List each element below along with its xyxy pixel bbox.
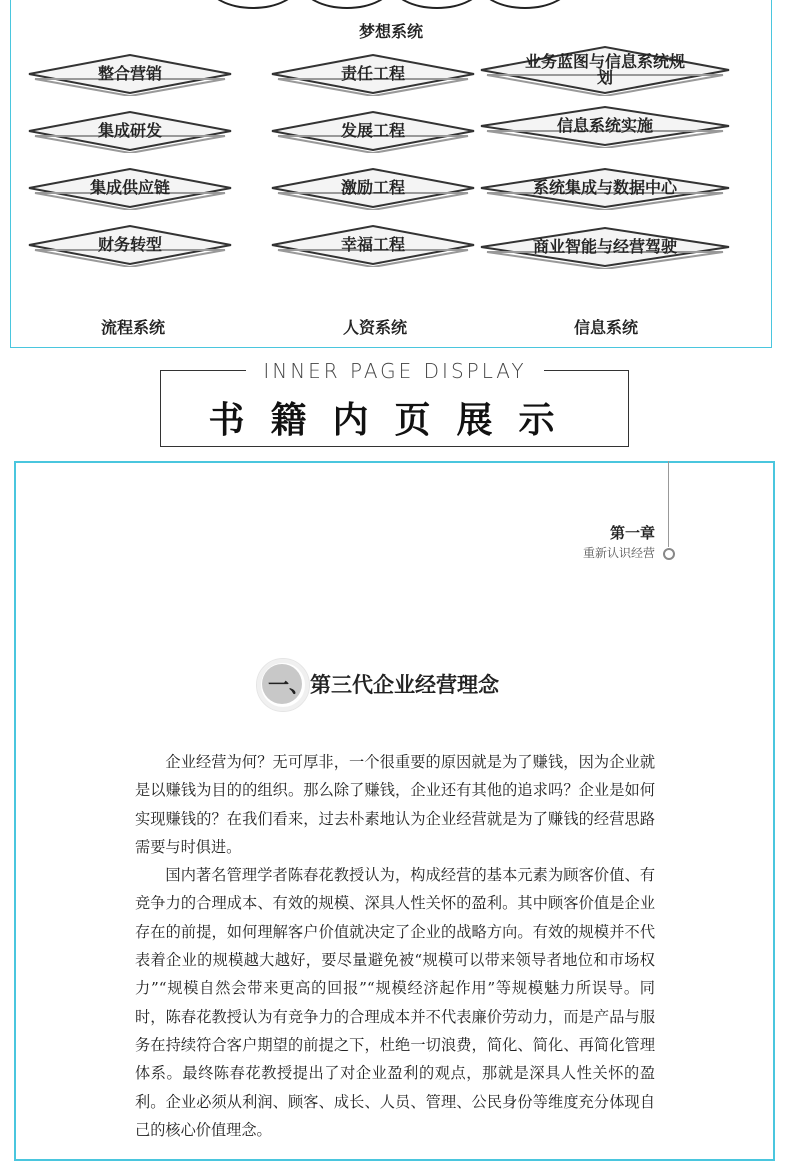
process-system-label: 流程系统 (100, 318, 165, 337)
diamond-hr-1 (268, 52, 478, 96)
diamond-hr-2 (268, 109, 478, 153)
diamond-label: 业务蓝图与信息系统规划 (525, 52, 686, 87)
hr-system-label: 人资系统 (342, 318, 407, 337)
chapter-line (668, 461, 669, 547)
section-title: 一、第三代企业经营理念 (268, 672, 499, 697)
chapter-subtitle: 重新认识经营 (582, 546, 655, 560)
body-text (135, 748, 655, 1144)
diamond-label: 系统集成与数据中心 (532, 178, 677, 197)
chapter-ring-icon (663, 548, 675, 560)
dream-circle (391, 0, 483, 9)
diamond-label: 幸福工程 (340, 235, 405, 254)
paragraph: 企业经营为何？无可厚非，一个很重要的原因就是为了赚钱，因为企业就是以赚钱为目的的组织。那么除了赚钱，企业还有其他的追求吗？企业是如何实现赚钱的？在我们看来，过去朴素地认为企业经营就是为了赚钱的经营思路需要与时俱进。 (135, 753, 655, 856)
diamond-label: 责任工程 (340, 64, 405, 83)
section-heading-cn: 书籍内页展示 (208, 400, 581, 441)
diamond-process-1 (25, 52, 235, 96)
chapter-number: 第一章 (609, 524, 655, 542)
dream-circle (479, 0, 571, 9)
diamond-label: 集成研发 (97, 121, 162, 140)
dream-circle (301, 0, 393, 9)
info-system-label: 信息系统 (573, 318, 638, 337)
diamond-process-2 (25, 109, 235, 153)
diamond-process-4 (25, 223, 235, 267)
diamond-hr-3 (268, 166, 478, 210)
dream-system-label: 梦想系统 (358, 22, 423, 41)
diamond-hr-4 (268, 223, 478, 267)
diamond-label: 集成供应链 (89, 178, 170, 197)
diamond-info-1 (477, 44, 733, 96)
diamond-process-3 (25, 166, 235, 210)
diamond-label: 财务转型 (97, 235, 162, 254)
diamond-label: 激励工程 (340, 178, 405, 197)
diamond-label: 商业智能与经营驾驶 (532, 237, 677, 256)
dream-circle (207, 0, 299, 9)
diamond-info-3 (477, 166, 733, 210)
diamond-label: 信息系统实施 (556, 116, 653, 135)
diamond-info-2 (477, 104, 733, 148)
paragraph: 国内著名管理学者陈春花教授认为，构成经营的基本元素为顾客价值、有竞争力的合理成本、有效的规模、深具人性关怀的盈利。其中顾客价值是企业存在的前提，如何理解客户价值就决定了企业的战略方向。有效的规模并不代表着企业的规模越大越好，要尽量避免被“规模可以带来领导者地位和市场权力”“规模自然会带来更高的回报”“规模经济起作用”等规模魅力所误导。同时，陈春花教授认为有竞争力的合理成本并不代表廉价劳动力，而是产品与服务在持续符合客户期望的前提之下，杜绝一切浪费，简化、简化、再简化管理体系。最终陈春花教授提出了对企业盈利的观点，那就是深具人性关怀的盈利。企业必须从利润、顾客、成长、人员、管理、公民身份等维度充分体现自己的核心价值理念。 (135, 866, 655, 1139)
diamond-label: 发展工程 (340, 121, 405, 140)
diamond-info-4 (477, 225, 733, 269)
section-heading-en: INNER PAGE DISPLAY (246, 358, 544, 384)
diamond-label: 整合营销 (97, 64, 162, 83)
